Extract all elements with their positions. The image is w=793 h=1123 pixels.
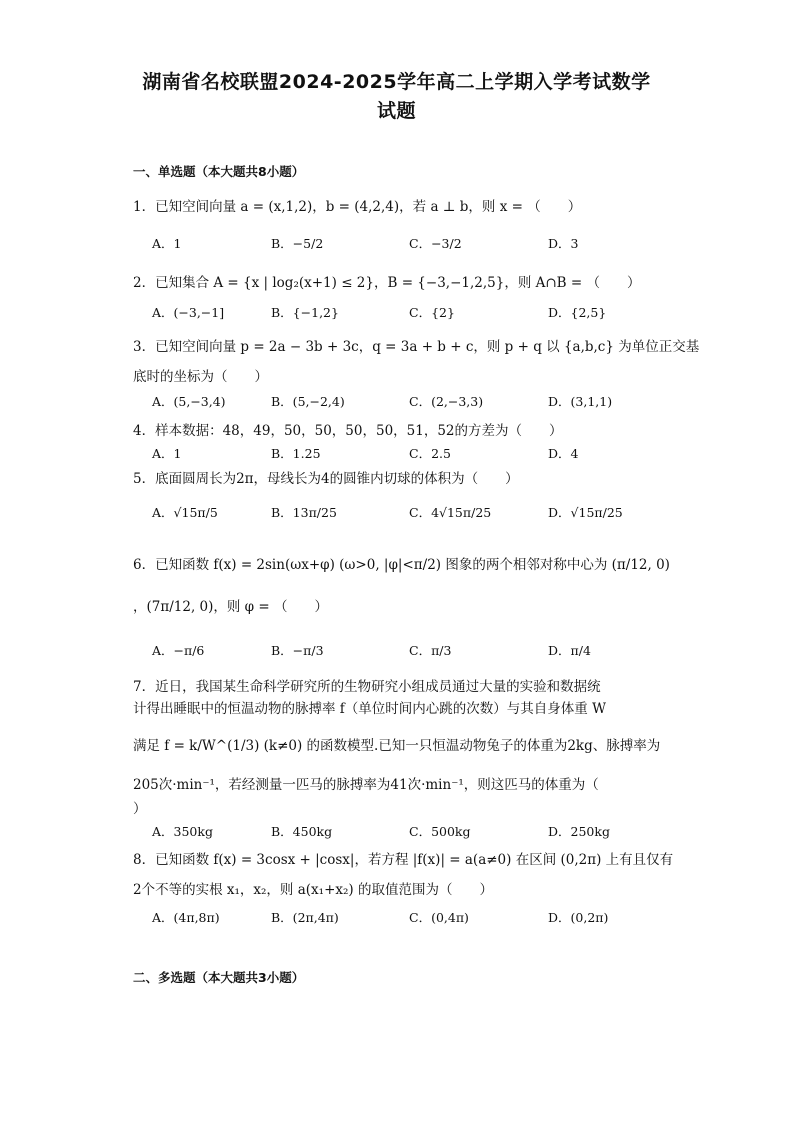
page-title-line1: 湖南省名校联盟2024-2025学年高二上学期入学考试数学 bbox=[142, 71, 651, 93]
q6-option-b: B．−π/3 bbox=[271, 643, 324, 658]
q8-option-c: C．(0,4π) bbox=[409, 910, 469, 925]
q5-option-b: B．13π/25 bbox=[271, 505, 337, 520]
question-8-line2: 2个不等的实根 x₁，x₂，则 a(x₁+x₂) 的取值范围为（ ） bbox=[133, 882, 493, 898]
question-3-line1: 3．已知空间向量 p = 2a − 3b + 3c，q = 3a + b + c，则 p + q 以 {a,b,c} 为单位正交基 bbox=[133, 339, 700, 355]
q4-option-b: B．1.25 bbox=[271, 446, 321, 461]
q6-option-d: D．π/4 bbox=[548, 643, 591, 658]
q7-option-b: B．450kg bbox=[271, 824, 333, 839]
q3-option-a: A．(5,−3,4) bbox=[152, 394, 226, 409]
q4-option-a: A．1 bbox=[152, 446, 182, 461]
q8-option-d: D．(0,2π) bbox=[548, 910, 609, 925]
question-7-line2: 计得出睡眠中的恒温动物的脉搏率 f（单位时间内心跳的次数）与其自身体重 W bbox=[133, 701, 606, 717]
q7-option-d: D．250kg bbox=[548, 824, 610, 839]
q6-option-c: C．π/3 bbox=[409, 643, 452, 658]
q4-option-c: C．2.5 bbox=[409, 446, 451, 461]
q1-option-d: D．3 bbox=[548, 236, 579, 251]
q1-option-b: B．−5/2 bbox=[271, 236, 324, 251]
question-7-line3: 满足 f = k/W^(1/3) (k≠0) 的函数模型.已知一只恒温动物兔子的体重为2kg、脉搏率为 bbox=[133, 738, 661, 754]
q2-option-a: A．(−3,−1] bbox=[152, 305, 225, 320]
question-4: 4．样本数据：48，49，50，50，50，50，51，52的方差为（ ） bbox=[133, 423, 563, 439]
q2-option-c: C．{2} bbox=[409, 305, 455, 320]
q7-option-c: C．500kg bbox=[409, 824, 471, 839]
question-7-line4: 205次·min⁻¹，若经测量一匹马的脉搏率为41次·min⁻¹，则这匹马的体重为（ bbox=[133, 777, 599, 793]
q5-option-a: A．√15π/5 bbox=[152, 505, 218, 520]
section-single-choice: 一、单选题（本大题共8小题） bbox=[133, 164, 305, 179]
question-7-line1: 7．近日，我国某生命科学研究所的生物研究小组成员通过大量的实验和数据统 bbox=[133, 679, 601, 695]
question-1: 1．已知空间向量 a = (x,1,2)，b = (4,2,4)，若 a ⊥ b，则 x = （ ） bbox=[133, 199, 582, 215]
q6-option-a: A．−π/6 bbox=[152, 643, 205, 658]
q1-option-a: A．1 bbox=[152, 236, 182, 251]
q5-option-c: C．4√15π/25 bbox=[409, 505, 492, 520]
q1-option-c: C．−3/2 bbox=[409, 236, 462, 251]
question-2: 2．已知集合 A = {x | log₂(x+1) ≤ 2}，B = {−3,−1,2,5}，则 A∩B = （ ） bbox=[133, 275, 641, 291]
question-6-line2: ，(7π/12, 0)，则 φ = （ ） bbox=[133, 599, 329, 615]
q3-option-d: D．(3,1,1) bbox=[548, 394, 613, 409]
q8-option-a: A．(4π,8π) bbox=[152, 910, 220, 925]
question-8-line1: 8．已知函数 f(x) = 3cosx + |cosx|，若方程 |f(x)| = a(a≠0) 在区间 (0,2π) 上有且仅有 bbox=[133, 852, 674, 868]
q2-option-b: B．{−1,2} bbox=[271, 305, 339, 320]
question-7-line5: ） bbox=[133, 801, 147, 817]
q3-option-c: C．(2,−3,3) bbox=[409, 394, 484, 409]
question-6-line1: 6．已知函数 f(x) = 2sin(ωx+φ) (ω>0, |φ|<π/2) 图象的两个相邻对称中心为 (π/12, 0) bbox=[133, 557, 670, 573]
q3-option-b: B．(5,−2,4) bbox=[271, 394, 345, 409]
question-3-line2: 底时的坐标为（ ） bbox=[133, 369, 268, 385]
q7-option-a: A．350kg bbox=[152, 824, 213, 839]
question-5: 5．底面圆周长为2π，母线长为4的圆锥内切球的体积为（ ） bbox=[133, 471, 519, 487]
q5-option-d: D．√15π/25 bbox=[548, 505, 623, 520]
q4-option-d: D．4 bbox=[548, 446, 579, 461]
page-title-line2: 试题 bbox=[376, 100, 416, 122]
q8-option-b: B．(2π,4π) bbox=[271, 910, 339, 925]
section-multiple-choice: 二、多选题（本大题共3小题） bbox=[133, 970, 305, 985]
q2-option-d: D．{2,5} bbox=[548, 305, 607, 320]
